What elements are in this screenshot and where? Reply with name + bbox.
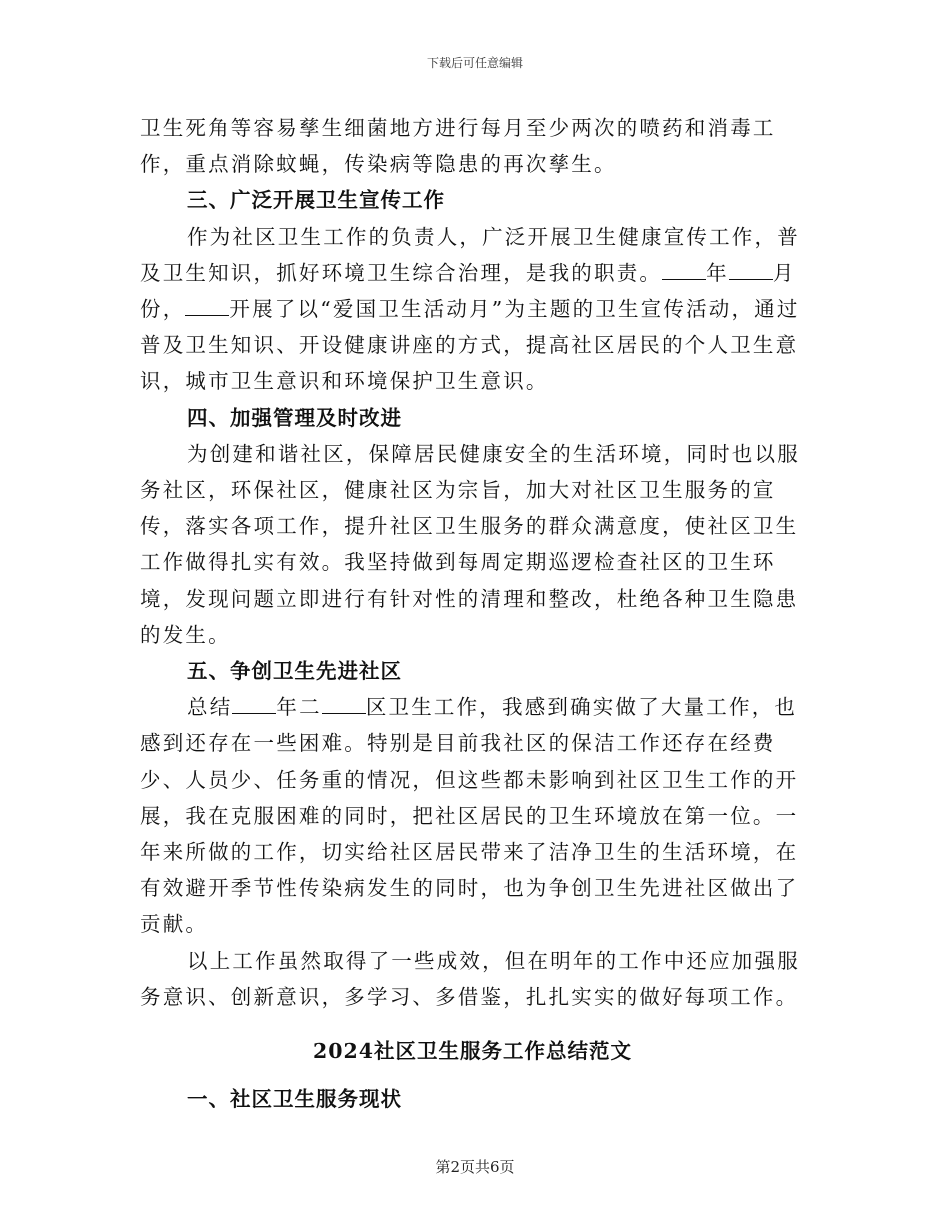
blank-month (729, 258, 773, 280)
paragraph-section-3 (140, 219, 805, 400)
paragraph-section-3-part-b: 开展了以“爱国卫生活动月”为主题的卫生宣传活动，通过普及卫生知识、开设健康讲座的方式，提高社区居民的个人卫生意识，城市卫生意识和环境保护卫生意识。 (140, 297, 800, 394)
page-footer: 第2页共6页 (435, 1158, 515, 1176)
blank-date (185, 295, 229, 317)
blank-summary-area (322, 693, 366, 715)
paragraph-section-3-part-a: 作为社区卫生工作的负责人，广泛开展卫生健康宣传工作，普及卫生知识，抓好环境卫生综合治理，是我的职责。 (140, 224, 800, 285)
section-heading-1: 一、社区卫生服务现状 (187, 1087, 402, 1112)
page-header: 下载后可任意编辑 (426, 56, 523, 70)
paragraph-section-4: 为创建和谐社区，保障居民健康安全的生活环境，同时也以服务社区，环保社区，健康社区为宗旨，加大对社区卫生服务的宣传，落实各项工作，提升社区卫生服务的群众满意度，使社区卫生工作做得扎实有效。我坚持做到每周定期巡逻检查社区的卫生环境，发现问题立即进行有针对性的清理和整改，杜绝各种卫生隐患的发生。 (140, 441, 800, 647)
summary-year-label: 年二 (276, 695, 322, 720)
document-title: 2024社区卫生服务工作总结范文 (312, 1039, 633, 1064)
section-heading-3: 三、广泛开展卫生宣传工作 (187, 188, 445, 213)
blank-year (662, 258, 706, 280)
section-heading-5: 五、争创卫生先进社区 (187, 659, 402, 684)
paragraph-conclusion: 以上工作虽然取得了一些成效，但在明年的工作中还应加强服务意识、创新意识，多学习、多借鉴，扎扎实实的做好每项工作。 (140, 948, 800, 1009)
summary-rest: 区卫生工作，我感到确实做了大量工作，也感到还存在一些困难。特别是目前我社区的保洁工作还存在经费少、人员少、任务重的情况，但这些都未影响到社区卫生工作的开展，我在克服困难的同时，把社区居民的卫生环境放在第一位。一年来所做的工作，切实给社区居民带来了洁净卫生的生活环境，在有效避开季节性传染病发生的同时，也为争创卫生先进社区做出了贡献。 (140, 695, 799, 937)
section-heading-4: 四、加强管理及时改进 (187, 405, 402, 430)
paragraph-section-5 (140, 689, 805, 942)
summary-start: 总结 (187, 695, 233, 720)
blank-summary-year (232, 693, 276, 715)
month-label: 月份， (140, 260, 796, 322)
document-body (140, 110, 805, 1117)
paragraph-continuation: 卫生死角等容易孳生细菌地方进行每月至少两次的喷药和消毒工作，重点消除蚊蝇，传染病等隐患的再次孳生。 (140, 116, 776, 177)
year-label: 年 (706, 260, 729, 285)
